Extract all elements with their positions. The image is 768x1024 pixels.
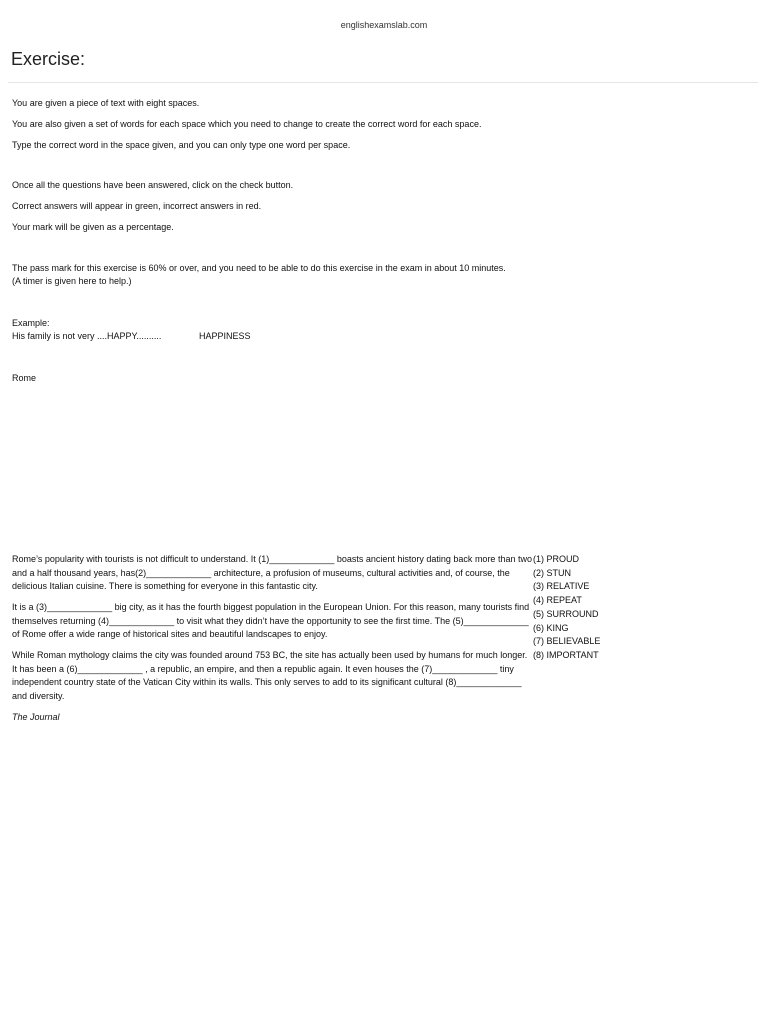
instruction-line: You are given a piece of text with eight spaces. [12,98,200,108]
example-label: Example: [12,318,50,328]
divider [8,82,758,83]
pass-mark-line: The pass mark for this exercise is 60% or over, and you need to be able to do this exercise in the exam in about 10 minutes. [12,263,506,273]
word-item: (1) PROUD [533,554,580,564]
word-item: (3) RELATIVE [533,581,590,592]
paragraph-text: Rome’s popularity with tourists is not difficult to understand. It (1)_____________ boasts ancient history dating back more than two and a half thousand years, has(2)_____________ architecture, a profusion of museums, cultural activities and, of course, the delicious Italian cuisine. There is something for everyone in this fantastic city. [12,554,532,591]
example-answer: HAPPINESS [199,331,251,341]
paragraph [12,649,532,703]
word-item: (4) REPEAT [533,595,582,606]
source-credit: The Journal [12,712,60,722]
word-item: (6) KING [533,622,569,633]
instruction-line: You are also given a set of words for each space which you need to change to create the correct word for each space. [12,119,482,129]
instruction-line: Your mark will be given as a percentage. [12,222,174,232]
word-item: (8) IMPORTANT [533,649,599,660]
word-list [533,553,600,663]
word-item: (7) BELIEVABLE [533,636,601,647]
instruction-line: Once all the questions have been answered, click on the check button. [12,180,294,190]
instruction-line: Type the correct word in the space given, and you can only type one word per space. [12,140,351,150]
instruction-line: Correct answers will appear in green, incorrect answers in red. [12,201,262,211]
paragraph [12,553,532,594]
example-sentence: His family is not very ....HAPPY.......... [12,331,162,341]
paragraph-text: While Roman mythology claims the city was founded around 753 BC, the site has actually been used by humans for much longer. It has been a (6)_____________ , a republic, an empire, and then a republic again. It even houses the (7)_____________ tiny independent country state of the Vatican City within its walls. This only serves to add to its significant cultural (8)_____________ and diversity. [12,650,528,701]
timer-note: (A timer is given here to help.) [12,276,132,286]
word-item: (5) SURROUND [533,608,599,619]
word-item: (2) STUN [533,567,571,578]
paragraph [12,601,532,642]
page-title: Exercise: [11,49,86,69]
site-name: englishexamslab.com [340,20,428,30]
text-title: Rome [12,373,37,383]
paragraph-text: It is a (3)_____________ big city, as it has the fourth biggest population in the European Union. For this reason, many tourists find themselves returning (4)_____________ to visit what they didn’t have the opportunity to see the first time. The (5)_____________ of Rome offer a wide range of historical sites and beautiful landscapes to enjoy. [12,602,530,639]
